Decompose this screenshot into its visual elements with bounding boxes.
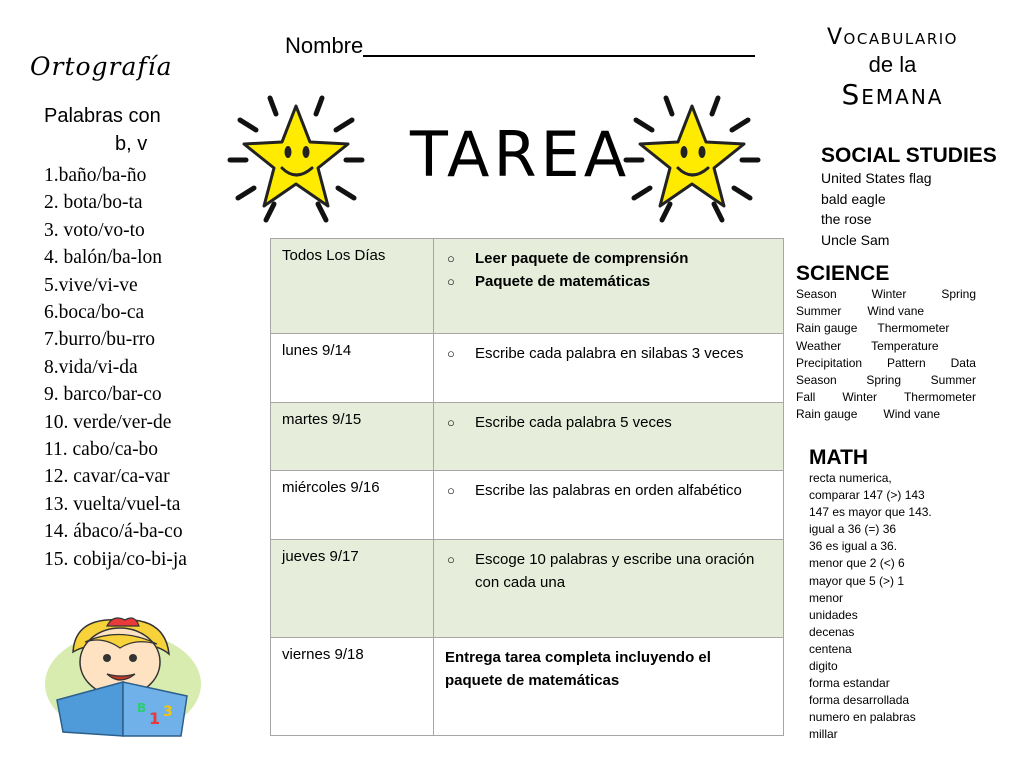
- science-row: [796, 286, 976, 303]
- math-item: menor que 2 (<) 6: [809, 556, 905, 571]
- nombre-blank-line: [363, 33, 755, 57]
- table-row: [271, 403, 784, 471]
- day-cell: Todos Los Días: [271, 239, 434, 334]
- task-item: Entrega tarea completa incluyendo el paquete de matemáticas: [445, 649, 711, 689]
- spelling-word: 12. cavar/ca-var: [44, 466, 170, 488]
- spelling-word-list: [44, 162, 187, 573]
- task-item: ○ Escribe cada palabra en silabas 3 veces: [445, 342, 772, 365]
- math-section: [809, 446, 932, 744]
- smiling-star-icon: [226, 90, 366, 230]
- social-studies-section: [821, 144, 997, 250]
- svg-text:B: B: [137, 701, 147, 715]
- science-term: Season: [796, 373, 837, 388]
- science-row: [796, 372, 976, 389]
- science-term: Pattern: [886, 355, 926, 370]
- science-term: Winter: [842, 390, 877, 405]
- task-cell: [434, 471, 784, 540]
- math-title: MATH: [809, 446, 869, 469]
- math-item: millar: [809, 727, 838, 742]
- task-cell: [434, 638, 784, 736]
- social-studies-item: bald eagle: [821, 190, 886, 207]
- science-term: Rain gauge: [796, 407, 858, 422]
- science-row: [796, 320, 976, 337]
- task-cell: [434, 403, 784, 471]
- spelling-word: 14. ábaco/á-ba-co: [44, 521, 183, 543]
- spelling-word: 9. barco/bar-co: [44, 384, 162, 406]
- science-term: Summer: [930, 373, 976, 388]
- table-row: [271, 638, 784, 736]
- spelling-word: 10. verde/ver-de: [44, 411, 172, 433]
- vocabulario-heading: [785, 25, 1000, 110]
- science-row: [796, 303, 976, 320]
- reading-child-illustration: [45, 612, 205, 740]
- science-term: Season: [796, 287, 837, 301]
- table-row: [271, 334, 784, 403]
- science-row: [796, 355, 976, 372]
- science-row: [796, 389, 976, 406]
- nombre-field: [285, 33, 755, 59]
- science-term: Temperature: [871, 338, 939, 353]
- spelling-word: 7.burro/bu-rro: [44, 329, 156, 351]
- science-term: Wind vane: [883, 407, 941, 422]
- science-term: Summer: [796, 304, 842, 319]
- science-term: Precipitation: [796, 355, 863, 370]
- math-item: comparar 147 (>) 143: [809, 488, 925, 503]
- svg-text:1: 1: [149, 709, 161, 728]
- math-item: forma estandar: [809, 676, 890, 691]
- task-item: ○ Escribe cada palabra 5 veces: [445, 411, 772, 434]
- spelling-word: 6.boca/bo-ca: [44, 302, 145, 324]
- task-item: ○ Escoge 10 palabras y escribe una oración con cada una: [445, 548, 772, 594]
- task-cell: [434, 239, 784, 334]
- task-item: ○ Leer paquete de comprensión: [445, 247, 772, 270]
- science-term: Data: [950, 355, 976, 370]
- social-studies-item: Uncle Sam: [821, 231, 890, 248]
- social-studies-item: United States flag: [821, 170, 932, 186]
- science-title: SCIENCE: [796, 262, 890, 285]
- math-item: decenas: [809, 624, 855, 639]
- math-item: unidades: [809, 607, 858, 622]
- math-item: recta numerica,: [809, 471, 892, 485]
- spelling-word: 13. vuelta/vuel-ta: [44, 493, 181, 515]
- task-item: ○ Paquete de matemáticas: [445, 270, 772, 293]
- palabras-heading: [44, 102, 161, 158]
- science-term: Thermometer: [903, 390, 976, 405]
- science-section: [796, 262, 976, 424]
- science-term: Fall: [796, 390, 816, 405]
- spelling-word: 15. cobija/co-bi-ja: [44, 548, 187, 570]
- tarea-title: TAREA: [410, 118, 631, 191]
- science-row: [796, 338, 976, 355]
- math-item: 36 es igual a 36.: [809, 539, 898, 554]
- nombre-label: Nombre: [285, 33, 364, 58]
- social-studies-title: SOCIAL STUDIES: [821, 144, 997, 167]
- palabras-heading-line2: b, v: [115, 133, 148, 155]
- spelling-word: 11. cabo/ca-bo: [44, 439, 159, 461]
- spelling-word: 2. bota/bo-ta: [44, 192, 143, 214]
- ortografia-title: Ortografía: [30, 52, 173, 81]
- math-item: forma desarrollada: [809, 693, 910, 708]
- day-cell: miércoles 9/16: [271, 471, 434, 540]
- task-cell: [434, 334, 784, 403]
- science-term: Wind vane: [867, 304, 925, 319]
- math-item: mayor que 5 (>) 1: [809, 573, 905, 588]
- math-item: igual a 36 (=) 36: [809, 522, 897, 537]
- math-item: 147 es mayor que 143.: [809, 505, 932, 520]
- spelling-word: 3. voto/vo-to: [44, 219, 145, 241]
- vocabulario-line3: Semana: [841, 78, 944, 111]
- math-item: centena: [809, 641, 852, 656]
- smiling-star-icon: [622, 90, 762, 230]
- vocabulario-line1: Vocabulario: [827, 25, 958, 50]
- task-cell: [434, 540, 784, 638]
- spelling-word: 5.vive/vi-ve: [44, 274, 138, 296]
- science-term: Rain gauge: [796, 321, 858, 336]
- math-item: digito: [809, 659, 838, 674]
- science-term: Spring: [866, 373, 902, 388]
- spelling-word: 1.baño/ba-ño: [44, 165, 147, 186]
- vocabulario-line2: de la: [868, 52, 917, 77]
- spelling-word: 8.vida/vi-da: [44, 356, 138, 378]
- day-cell: lunes 9/14: [271, 334, 434, 403]
- science-term: Weather: [796, 338, 842, 353]
- social-studies-item: the rose: [821, 211, 872, 227]
- math-item: menor: [809, 590, 844, 605]
- day-cell: viernes 9/18: [271, 638, 434, 736]
- table-row: [271, 471, 784, 540]
- day-cell: martes 9/15: [271, 403, 434, 471]
- table-row: [271, 239, 784, 334]
- spelling-word: 4. balón/ba-lon: [44, 247, 163, 269]
- svg-text:3: 3: [163, 704, 173, 720]
- science-term: Winter: [871, 287, 907, 301]
- science-term: Thermometer: [877, 321, 950, 336]
- task-item: ○ Escribe las palabras en orden alfabético: [445, 479, 772, 502]
- table-row: [271, 540, 784, 638]
- homework-table: [270, 238, 784, 736]
- day-cell: jueves 9/17: [271, 540, 434, 638]
- palabras-heading-line1: Palabras con: [44, 105, 161, 127]
- science-term: Spring: [941, 287, 976, 301]
- science-row: [796, 406, 976, 423]
- math-item: numero en palabras: [809, 710, 916, 725]
